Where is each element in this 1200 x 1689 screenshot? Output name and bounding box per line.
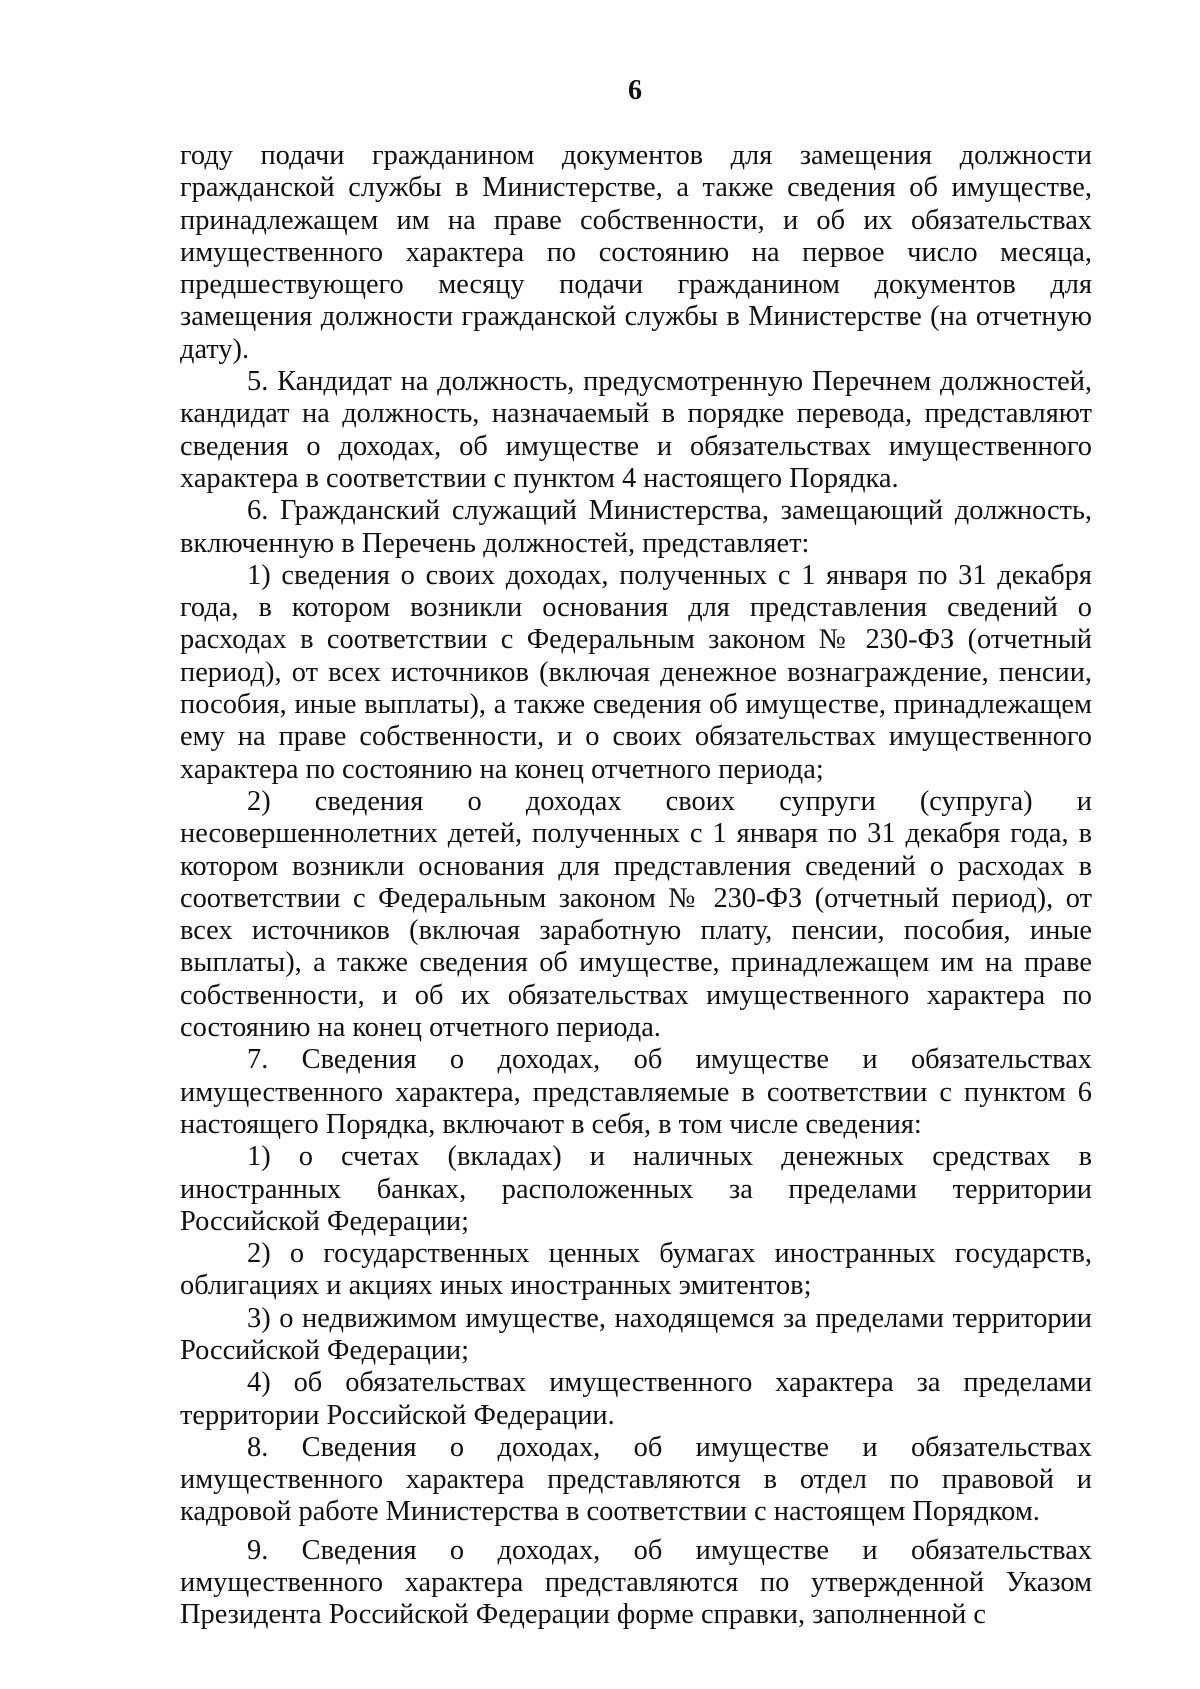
paragraph-item-8: 8. Сведения о доходах, об имуществе и обязательствах имущественного характера представляются в отдел по правовой и кадровой работе Министерства в соответствии с настоящем Порядком. [180, 1431, 1092, 1528]
paragraph-item-6-2: 2) сведения о доходах своих супруги (супруга) и несовершеннолетних детей, полученных с 1 января по 31 декабря года, в котором возникли основания для представления сведений о расходах в соответствии с Федеральным законом № 230-ФЗ (отчетный период), от всех источников (включая заработную плату, пенсии, пособия, иные выплаты), а также сведения об имуществе, принадлежащем им на праве собственности, и об их обязательствах имущественного характера по состоянию на конец отчетного периода. [180, 785, 1092, 1044]
paragraph-item-7: 7. Сведения о доходах, об имуществе и обязательствах имущественного характера, представляемые в соответствии с пунктом 6 настоящего Порядка, включают в себя, в том числе сведения: [180, 1044, 1092, 1140]
paragraph-item-6: 6. Гражданский служащий Министерства, замещающий должность, включенную в Перечень должностей, представляет: [180, 495, 1092, 559]
paragraph-item-7-3: 3) о недвижимом имуществе, находящемся за пределами территории Российской Федерации; [180, 1302, 1092, 1366]
paragraph-item-9: 9. Сведения о доходах, об имуществе и обязательствах имущественного характера представляются по утвержденной Указом Президента Российской Федерации форме справки, заполненной с [180, 1534, 1092, 1631]
paragraph-item-7-2: 2) о государственных ценных бумагах иностранных государств, облигациях и акциях иных иностранных эмитентов; [180, 1238, 1092, 1302]
paragraph-item-7-4: 4) об обязательствах имущественного характера за пределами территории Российской Федерации. [180, 1367, 1092, 1431]
paragraph-item-6-1: 1) сведения о своих доходах, полученных с 1 января по 31 декабря года, в котором возникли основания для представления сведений о расходах в соответствии с Федеральным законом № 230-ФЗ (отчетный период), от всех источников (включая денежное вознаграждение, пенсии, пособия, иные выплаты), а также сведения об имуществе, принадлежащем ему на праве собственности, и о своих обязательствах имущественного характера по состоянию на конец отчетного периода; [180, 559, 1092, 785]
page-number: 6 [628, 75, 642, 106]
paragraph-item-7-1: 1) о счетах (вкладах) и наличных денежных средствах в иностранных банках, расположенных за пределами территории Российской Федерации; [180, 1141, 1092, 1237]
paragraph-continuation: году подачи гражданином документов для замещения должности гражданской службы в Министерстве, а также сведения об имуществе, принадлежащем им на праве собственности, и об их обязательствах имущественного характера по состоянию на первое число месяца, предшествующего месяцу подачи гражданином документов для замещения должности гражданской службы в Министерстве (на отчетную дату). [180, 140, 1092, 365]
paragraph-item-5: 5. Кандидат на должность, предусмотренную Перечнем должностей, кандидат на должность, назначаемый в порядке перевода, представляют сведения о доходах, об имуществе и обязательствах имущественного характера в соответствии с пунктом 4 настоящего Порядка. [180, 366, 1092, 494]
document-body [180, 140, 1092, 1632]
